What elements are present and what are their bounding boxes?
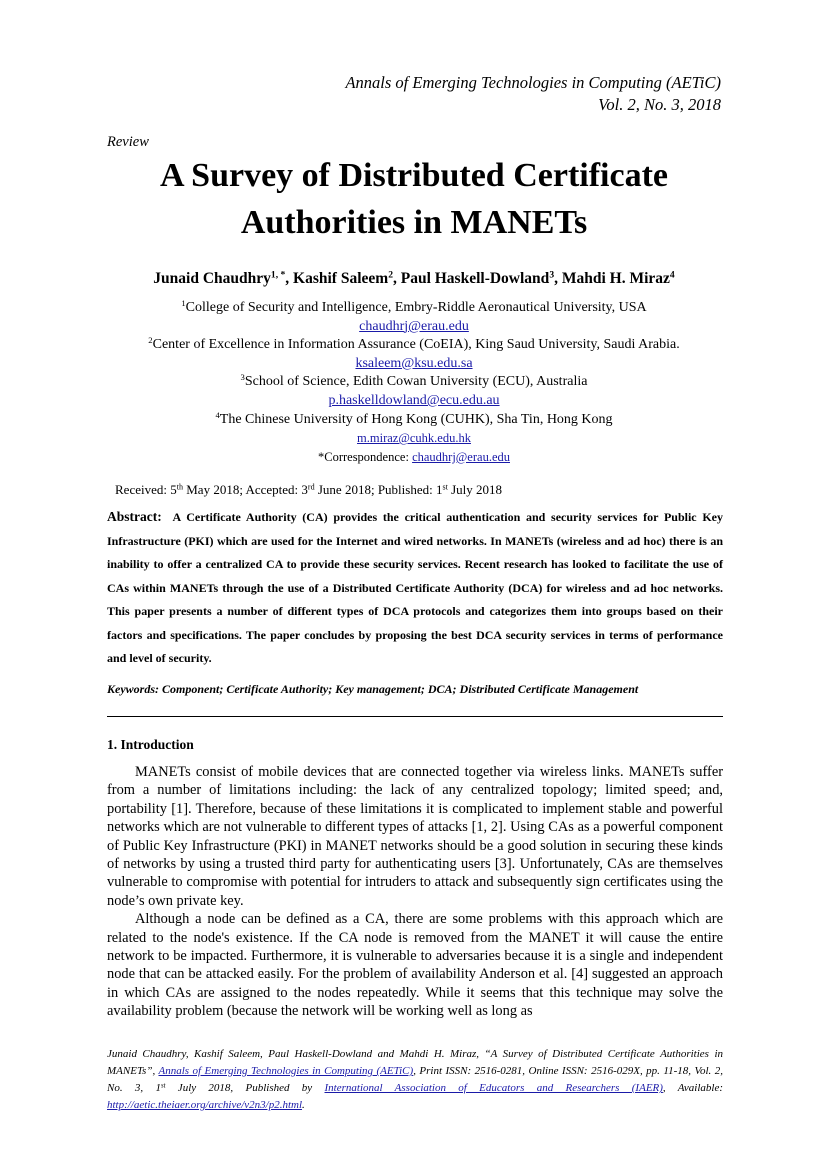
affiliation-sup: 3: [240, 372, 245, 383]
author-name: Paul Haskell-Dowland: [400, 270, 550, 287]
affiliation-2: [100, 336, 728, 355]
affiliation-sup: 2: [148, 335, 153, 346]
citation-text: July 2018, Published by: [165, 1082, 325, 1094]
keywords: Keywords: Component; Certificate Authority; Key management; DCA; Distributed Certificate Management: [107, 682, 639, 696]
journal-name: Annals of Emerging Technologies in Computing (AETiC): [345, 73, 721, 92]
paragraph: MANETs consist of mobile devices that are connected together via wireless links. MANETs suffer from a number of limitations including: the lack of any centralized topology; limited speed; and, portability [1]. Therefore, because of these limitations it is complicated to implement stable and powerful networks which are not vulnerable to different types of attacks [1, 2]. Using CAs as a powerful component of Public Key Infrastructure (PKI) in MANET networks should be a good solution in securing these kinds of networks by using a trusted third party for authenticating users [3]. Unfortunately, CAs are themselves vulnerable to compromise with potential for intruders to attack and subsequently sign certificates using the node’s own private key.: [107, 764, 723, 909]
journal-link[interactable]: Annals of Emerging Technologies in Computing (AETiC): [158, 1065, 414, 1077]
author-sup: 3: [549, 269, 555, 281]
affiliation-3: [100, 373, 728, 392]
journal-header: [345, 72, 721, 116]
affiliation-sup: 4: [215, 409, 220, 420]
email-link[interactable]: chaudhrj@erau.edu: [359, 318, 469, 334]
author-name: Junaid Chaudhry: [153, 270, 271, 287]
affiliation-text: The Chinese University of Hong Kong (CUHK), Sha Tin, Hong Kong: [219, 411, 613, 427]
author-sup: 4: [669, 269, 675, 281]
citation-footer: [107, 1046, 723, 1114]
affiliations: [100, 299, 728, 466]
citation-text: Junaid Chaudhry, Kashif Saleem, Paul Haskell-Dowland and Mahdi H. Miraz, “A Survey of Distributed Certificate Authorities in MANETs”,: [107, 1048, 723, 1077]
article-type: Review: [107, 134, 149, 150]
email-link[interactable]: p.haskelldowland@ecu.edu.au: [328, 392, 500, 408]
author-name: Kashif Saleem: [293, 270, 389, 287]
section-divider: [107, 716, 723, 717]
published-date-rest: July 2018: [447, 482, 503, 497]
abstract-label: Abstract:: [107, 509, 162, 524]
author-sup: 2: [388, 269, 393, 281]
publisher-link[interactable]: International Association of Educators and Researchers (IAER): [324, 1082, 663, 1094]
email-link[interactable]: m.miraz@cuhk.edu.hk: [357, 431, 471, 446]
received-date: Received: 5: [115, 482, 177, 497]
paragraph: Although a node can be defined as a CA, there are some problems with this approach which are related to the node's existence. If the CA node is removed from the MANET it will cause the entire network to be impacted. Furthermore, it is vulnerable to adversaries because it is a single and independent node that can be attacked easily. For the problem of availability Anderson et al. [4] suggested an approach in which CAs are assigned to the nodes repeatedly. While it seems that this technique may solve the availability problem (because the network will be working well as long as: [107, 911, 723, 1020]
author-sup: 1, *: [270, 269, 286, 281]
title-line-1: A Survey of Distributed Certificate: [159, 157, 668, 194]
citation-sup: st: [160, 1082, 166, 1090]
publication-dates: [115, 482, 502, 498]
author-list: Junaid Chaudhry$^{1, *}$, Kashif Saleem$^2$, Paul Haskell-Dowland$^3$, Mahdi H. Miraz$^4$: [153, 269, 675, 287]
date-sup: rd: [307, 482, 315, 492]
article-url-link[interactable]: http://aetic.theiaer.org/archive/v2n3/p2.html: [107, 1099, 303, 1111]
affiliation-text: Center of Excellence in Information Assurance (CoEIA), King Saud University, Saudi Arabia.: [152, 337, 680, 353]
paper-title: [100, 152, 728, 246]
correspondence-label: *Correspondence:: [317, 449, 413, 464]
affiliation-sup: 1: [181, 298, 186, 309]
accepted-date: May 2018; Accepted: 3: [183, 482, 308, 497]
citation-text: .: [302, 1099, 305, 1111]
email-link[interactable]: ksaleem@ksu.edu.sa: [355, 355, 473, 371]
affiliation-text: School of Science, Edith Cowan University (ECU), Australia: [244, 374, 588, 390]
body-text: [107, 763, 723, 1021]
citation-text: , Available:: [662, 1082, 723, 1094]
affiliation-1: [100, 299, 728, 318]
title-line-2: Authorities in MANETs: [240, 204, 588, 241]
abstract: [107, 505, 723, 671]
correspondence: [100, 448, 728, 467]
abstract-text: A Certificate Authority (CA) provides the critical authentication and security services for Public Key Infrastructure (PKI) which are used for the Internet and wired networks. In MANETs (wireless and ad hoc) there is an inability to offer a centralized CA to provide these security services. Recent research has looked to facilitate the use of CAs within MANETs through the use of a Distributed Certificate Authority (DCA) for wireless and ad hoc networks. This paper presents a number of different types of DCA protocols and categorizes them into groups based on their factors and specifications. The paper concludes by proposing the best DCA security services in terms of performance and level of security.: [107, 510, 723, 665]
citation-text: , Print ISSN: 2516-0281, Online ISSN: 2516-029X, pp. 11-18, Vol. 2, No. 3, 1: [107, 1065, 724, 1094]
affiliation-4: [100, 411, 728, 430]
published-date: June 2018; Published: 1: [314, 482, 443, 497]
date-sup: th: [176, 482, 183, 492]
author-name: Mahdi H. Miraz: [561, 270, 670, 287]
date-sup: st: [442, 482, 448, 492]
journal-volume: Vol. 2, No. 3, 2018: [598, 95, 721, 114]
correspondence-email[interactable]: chaudhrj@erau.edu: [412, 449, 510, 464]
section-heading: 1. Introduction: [107, 737, 194, 752]
affiliation-text: College of Security and Intelligence, Embry-Riddle Aeronautical University, USA: [185, 300, 647, 315]
